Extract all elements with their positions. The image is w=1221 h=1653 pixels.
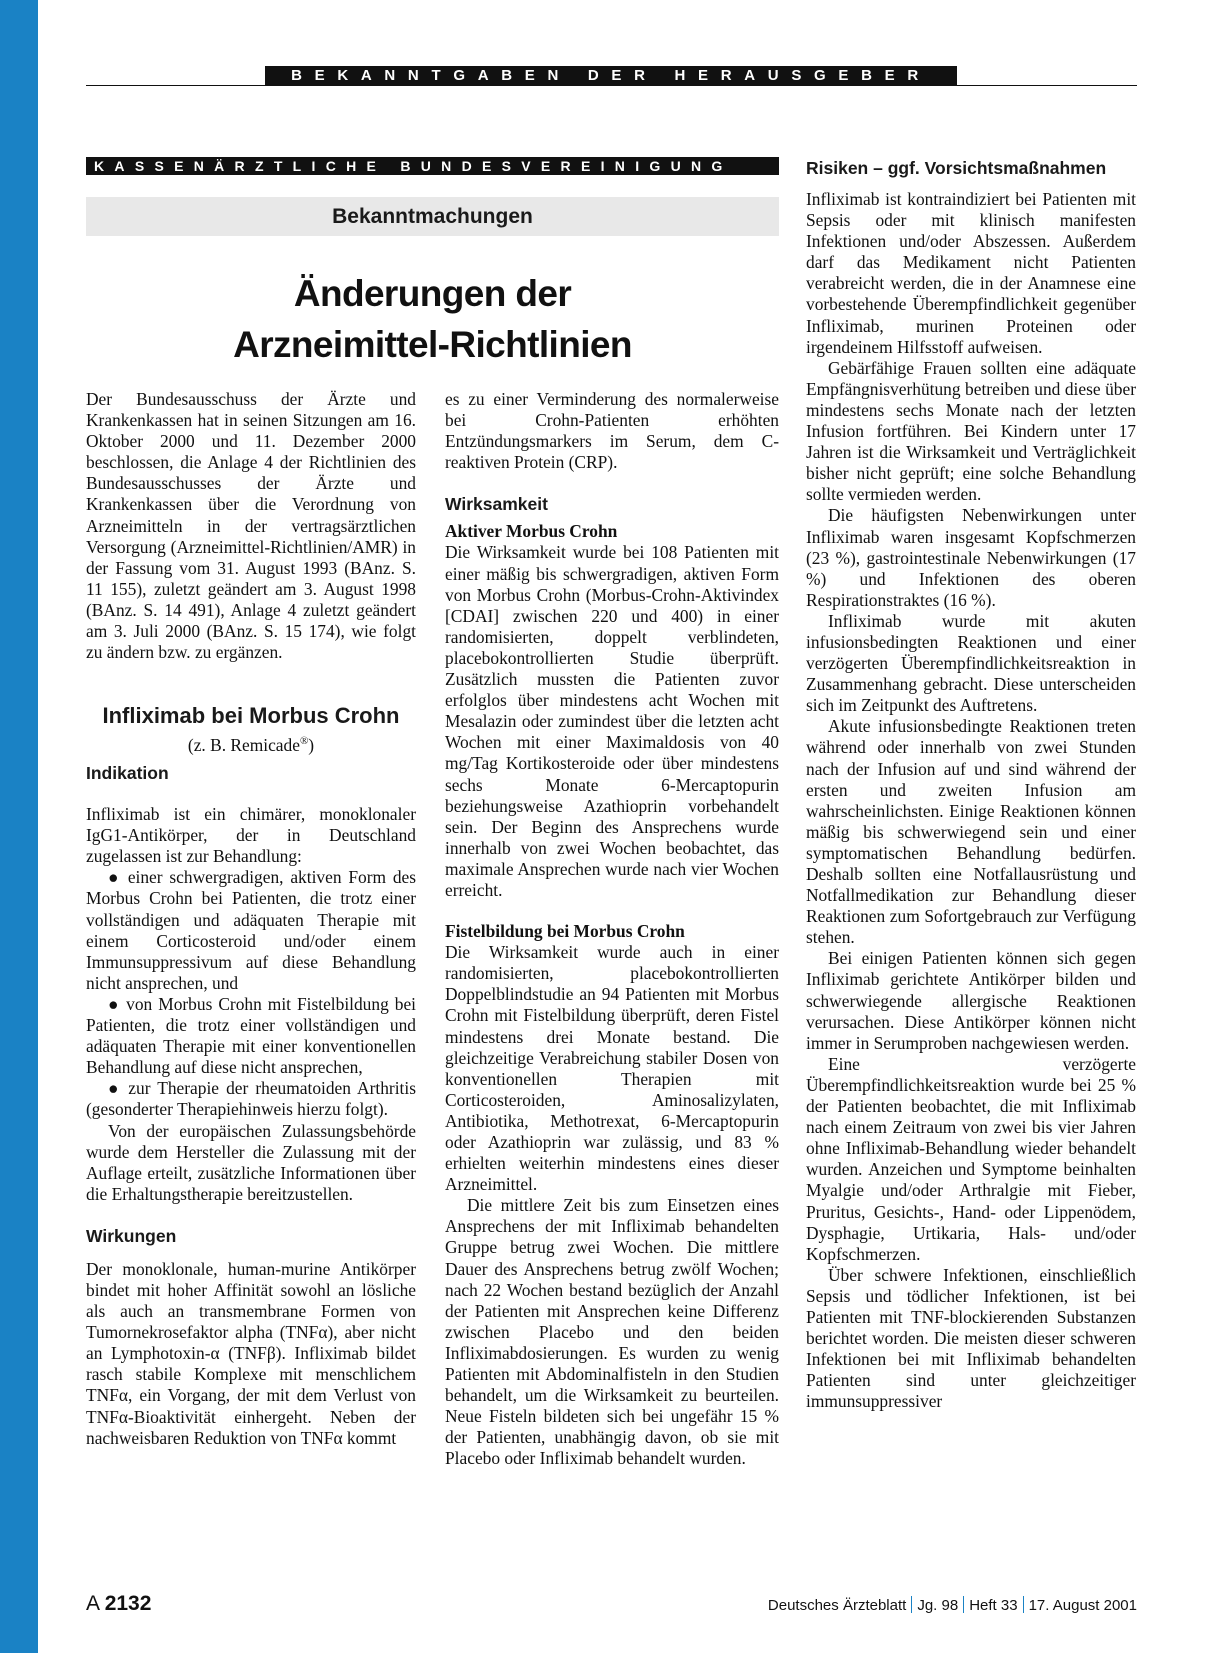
journal-issue: Heft 33: [969, 1597, 1018, 1614]
column-3: [806, 157, 1136, 1412]
drug-subheading-prefix: (z. B. Remicade: [187, 735, 300, 756]
indikation-bullet-2: [86, 994, 416, 1078]
bullet-icon: ●: [108, 993, 121, 1014]
announcement-label: Bekanntmachungen: [86, 197, 779, 236]
separator: [963, 1596, 964, 1613]
page-number-value: 2132: [104, 1592, 152, 1615]
journal-volume: Jg. 98: [917, 1597, 959, 1614]
risiken-paragraph-3: Die häufigsten Nebenwirkungen unter Infliximab waren insgesamt Kopfschmerzen (23 %), gastrointestinale Nebenwirkungen (17 %) und Infektionen des oberen Respirationstraktes (16 %).: [806, 505, 1136, 610]
risiken-heading: Risiken – ggf. Vorsichtsmaßnahmen: [806, 158, 1107, 178]
column-2: [445, 389, 779, 1470]
wirkungen-continued: es zu einer Verminderung des normalerweise bei Crohn-Patienten erhöhten Entzündungsmarkers im Serum, dem C-reaktiven Protein (CRP).: [445, 389, 779, 473]
section-banner: BEKANNTGABEN DER HERAUSGEBER: [265, 66, 957, 86]
wirkungen-text: Der monoklonale, human-murine Antikörper bindet mit hoher Affinität sowohl an lösliche als auch an transmembrane Formen von Tumornekrosefaktor alpha (TNFα), aber nicht an Lymphotoxin-α (TNFβ). Infliximab bildet rasch stabile Komplexe mit menschlichem TNFα, ein Vorgang, der mit dem Verlust von TNFα-Bioaktivität einhergeht. Neben der nachweisbaren Reduktion von TNFα kommt: [86, 1258, 416, 1448]
bullet-text: zur Therapie der rheumatoiden Arthritis (gesonderter Therapiehinweis hierzu folgt).: [86, 1078, 416, 1120]
separator: [1023, 1596, 1024, 1613]
wirksamkeit-heading: Wirksamkeit: [445, 494, 548, 515]
journal-name: Deutsches Ärzteblatt: [767, 1597, 907, 1614]
registered-mark: ®: [299, 735, 309, 748]
page-number: [86, 1592, 151, 1616]
journal-date: 17. August 2001: [1028, 1597, 1137, 1614]
journal-citation: [768, 1596, 1137, 1616]
drug-subheading: [86, 731, 416, 756]
bullet-text: einer schwergradigen, aktiven Form des Morbus Crohn bei Patienten, die trotz einer vollständigen und adäquaten Therapie mit einem Corticosteroid und/oder einem Immunsuppressivum auf diese Behandlung nicht ansprechen, und: [86, 867, 417, 993]
indikation-heading: Indikation: [86, 763, 169, 784]
bullet-icon: ●: [108, 1078, 122, 1099]
page-prefix: A: [86, 1592, 99, 1615]
indikation-bullet-3: [86, 1078, 416, 1120]
risiken-paragraph-4: Infliximab wurde mit akuten infusionsbedingten Reaktionen und einer verzögerten Überempfindlichkeitsreaktion in Zusammenhang gebracht. Diese unterscheiden sich im Zeitpunkt des Auftretens.: [806, 610, 1136, 716]
risiken-paragraph-6: Bei einigen Patienten können sich gegen Infliximab gerichtete Antikörper bilden und schwerwiegende allergische Reaktionen verursachen. Diese Antikörper können nicht immer in Serumproben nachgewiesen werden.: [806, 948, 1136, 1053]
indikation-bullet-1: [86, 867, 416, 994]
risiken-paragraph-2: Gebärfähige Frauen sollten eine adäquate Empfängnisverhütung betreiben und diese über mindestens sechs Monate nach der letzten Infusion fortführen. Bei Kindern unter 17 Jahren ist die Wirksamkeit und Verträglichkeit bisher nicht geprüft; eine solche Behandlung sollte vermieden werden.: [806, 357, 1136, 505]
fistula-heading: Fistelbildung bei Morbus Crohn: [445, 921, 685, 942]
indikation-intro: Infliximab ist ein chimärer, monoklonaler IgG1-Antikörper, der in Deutschland zugelassen ist zur Behandlung:: [86, 804, 416, 867]
drug-subheading-suffix: ): [308, 735, 315, 756]
fistula-text: Die Wirksamkeit wurde auch in einer randomisierten, placebokontrollierten Doppelblindstudie an 94 Patienten mit Morbus Crohn mit Fistelbildung überprüft, deren Fistel mindestens drei Monate bestand. Die gleichzeitige Verabreichung stabiler Dosen von konventionellen Therapien mit Corticosteroiden, Aminosalizylaten, Antibiotika, Methotrexat, 6-Mercaptopurin oder Azathioprin war zulässig, und 83 % erhielten weiterhin mindestens eines dieser Arzneimittel.: [445, 942, 779, 1195]
column-1: [86, 389, 416, 1449]
bullet-icon: ●: [108, 867, 121, 888]
title-line-2: Arzneimittel-Richtlinien: [233, 324, 632, 365]
intro-paragraph: Der Bundesausschuss der Ärzte und Krankenkassen hat in seinen Sitzungen am 16. Oktober 2000 und 11. Dezember 2000 beschlossen, die Anlage 4 der Richtlinien des Bundesausschusses der Ärzte und Krankenkassen über die Verordnung von Arzneimitteln in der vertragsärztlichen Versorgung (Arzneimittel-Richtlinien/AMR) in der Fassung vom 31. August 1993 (BAnz. S. 11 155), zuletzt geändert am 3. August 1998 (BAnz. S. 14 491), Anlage 4 zuletzt geändert am 3. Juli 2000 (BAnz. S. 15 174), wie folgt zu ändern bzw. zu ergänzen.: [86, 389, 416, 663]
active-crohn-heading: Aktiver Morbus Crohn: [445, 521, 618, 542]
drug-heading: Infliximab bei Morbus Crohn: [102, 703, 400, 729]
risiken-paragraph-8: Über schwere Infektionen, einschließlich Sepsis und tödlicher Infektionen, ist bei Patienten mit TNF-blockierenden Substanzen berichtet worden. Die meisten dieser schweren Infektionen bei mit Infliximab behandelten Patienten sind unter gleichzeitiger immunsuppressiver: [806, 1264, 1136, 1412]
indikation-closing: Von der europäischen Zulassungsbehörde wurde dem Hersteller die Zulassung mit der Auflage erteilt, zusätzliche Informationen über die Erhaltungstherapie bereitzustellen.: [86, 1120, 416, 1204]
header-rule: [86, 85, 1137, 86]
article-title: [86, 268, 779, 370]
risiken-paragraph-1: Infliximab ist kontraindiziert bei Patienten mit Sepsis oder mit klinisch manifesten Infektionen und/oder Abszessen. Außerdem darf das Medikament nicht Patienten verabreicht werden, die in der Anamnese eine vorbestehende Überempfindlichkeit gegenüber Infliximab, murinen Proteinen oder irgendeinem Hilfsstoff aufweisen.: [806, 189, 1136, 357]
left-color-bar: [0, 0, 38, 1653]
risiken-paragraph-5: Akute infusionsbedingte Reaktionen treten während oder innerhalb von zwei Stunden nach der Infusion auf und sind während der ersten und zweiten Infusion am wahrscheinlichsten. Einige Reaktionen können mäßig bis schwerwiegend sein und einer symptomatischen Behandlung bedürfen. Deshalb sollten eine Notfallausrüstung und Notfallmedikation zur Behandlung dieser Reaktionen zum Sofortgebrauch zur Verfügung stehen.: [806, 716, 1136, 948]
title-line-1: Änderungen der: [293, 273, 572, 314]
risiken-paragraph-7: Eine verzögerte Überempfindlichkeitsreaktion wurde bei 25 % der Patienten beobachtet, die mit Infliximab nach einem Zeitraum von zwei bis vier Jahren ohne Infliximab-Behandlung wieder behandelt wurden. Anzeichen und Symptome beinhalten Myalgie und/oder Arthralgie mit Fieber, Pruritus, Gesichts-, Hand- oder Lippenödem, Dysphagie, Urtikaria, Hals- und/oder Kopfschmerzen.: [806, 1053, 1136, 1264]
wirkungen-heading: Wirkungen: [86, 1225, 177, 1246]
bullet-text: von Morbus Crohn mit Fistelbildung bei Patienten, die trotz einer vollständigen und adäquaten Therapie mit einer konventionellen Behandlung auf diese nicht ansprechen,: [86, 993, 416, 1078]
separator: [911, 1596, 912, 1613]
active-crohn-text: Die Wirksamkeit wurde bei 108 Patienten mit einer mäßig bis schwergradigen, aktiven Form von Morbus Crohn (Morbus-Crohn-Aktivindex [CDAI] zwischen 220 und 400) in einer randomisierten, doppelt verblindeten, placebokontrollierten Studie überprüft. Zusätzlich mussten die Patienten zuvor erfolglos über mindestens acht Wochen mit Mesalazin oder zumindest über die letzten acht Wochen mit einer Maximaldosis von 40 mg/Tag Kortikosteroide oder über mindestens sechs Monate 6-Mercaptopurin beziehungsweise Azathioprin vorbehandelt sein. Der Beginn des Ansprechens wurde innerhalb von zwei Wochen beobachtet, das maximale Ansprechen wurde nach vier Wochen erreicht.: [445, 542, 779, 900]
organization-banner: KASSENÄRZTLICHE BUNDESVEREINIGUNG: [86, 157, 779, 175]
fistula-text-2: Die mittlere Zeit bis zum Einsetzen eines Ansprechens der mit Infliximab behandelten Gruppe betrug zwei Wochen. Die mittlere Dauer des Ansprechens betrug zwölf Wochen; nach 22 Wochen bestand bezüglich der Anzahl der Patienten mit Ansprechen keine Differenz zwischen Placebo und den beiden Infliximabdosierungen. Es wurden zu wenig Patienten mit Abdominalfisteln in den Studien behandelt, um die Wirksamkeit zu beurteilen. Neue Fisteln bildeten sich bei ungefähr 15 % der Patienten, unabhängig davon, ob sie mit Placebo oder Infliximab behandelt wurden.: [445, 1195, 779, 1469]
